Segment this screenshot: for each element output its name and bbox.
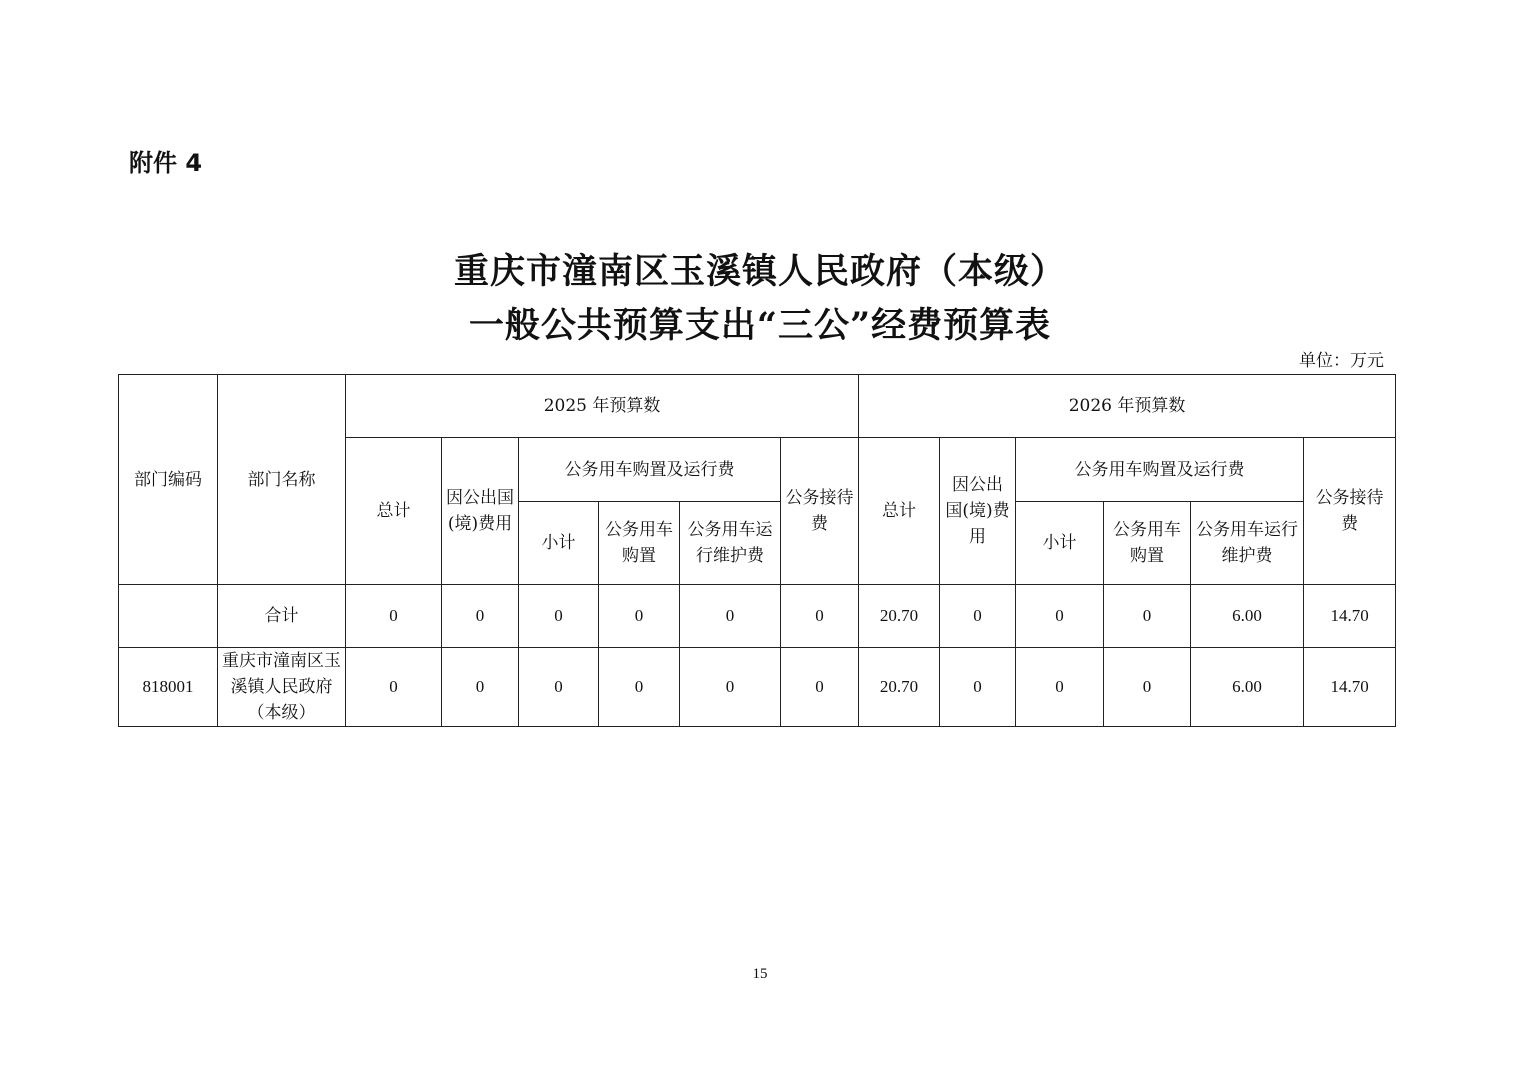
cell-2025-total: 0 — [346, 585, 442, 648]
cell-2026-vehicle-operation: 6.00 — [1191, 648, 1304, 727]
header-overseas-2025: 因公出国(境)费用 — [442, 438, 519, 585]
cell-2026-overseas: 0 — [940, 648, 1016, 727]
cell-2025-subtotal: 0 — [519, 648, 599, 727]
cell-2026-overseas: 0 — [940, 585, 1016, 648]
cell-code — [119, 585, 218, 648]
cell-2026-reception: 14.70 — [1304, 648, 1396, 727]
page-number: 15 — [752, 966, 768, 982]
budget-table — [118, 374, 1396, 727]
cell-2025-vehicle-operation: 0 — [680, 648, 781, 727]
cell-2026-vehicle-purchase: 0 — [1104, 585, 1191, 648]
attachment-label: 附件 4 — [129, 149, 203, 177]
cell-2025-vehicle-purchase: 0 — [599, 648, 680, 727]
header-year-2026: 2026 年预算数 — [859, 375, 1396, 438]
cell-name: 合计 — [218, 585, 346, 648]
header-overseas-2026: 因公出国(境)费用 — [940, 438, 1016, 585]
cell-2025-vehicle-purchase: 0 — [599, 585, 680, 648]
unit-label: 单位：万元 — [1299, 351, 1384, 371]
header-dept-code: 部门编码 — [119, 375, 218, 585]
header-subtotal-2025: 小计 — [519, 502, 599, 585]
header-reception-2026: 公务接待费 — [1304, 438, 1396, 585]
cell-2025-reception: 0 — [781, 585, 859, 648]
cell-2025-reception: 0 — [781, 648, 859, 727]
cell-2025-overseas: 0 — [442, 585, 519, 648]
cell-2026-vehicle-operation: 6.00 — [1191, 585, 1304, 648]
document-title-line1: 重庆市潼南区玉溪镇人民政府（本级） — [453, 251, 1066, 292]
header-vehicle-group-2025: 公务用车购置及运行费 — [519, 438, 781, 502]
header-vehicle-operation-2026: 公务用车运行维护费 — [1191, 502, 1304, 585]
header-reception-2025: 公务接待费 — [781, 438, 859, 585]
header-vehicle-group-2026: 公务用车购置及运行费 — [1016, 438, 1304, 502]
cell-2026-total: 20.70 — [859, 648, 940, 727]
cell-2026-reception: 14.70 — [1304, 585, 1396, 648]
header-year-2025: 2025 年预算数 — [346, 375, 859, 438]
cell-2025-overseas: 0 — [442, 648, 519, 727]
cell-2026-vehicle-purchase: 0 — [1104, 648, 1191, 727]
cell-2025-vehicle-operation: 0 — [680, 585, 781, 648]
header-vehicle-operation-2025: 公务用车运行维护费 — [680, 502, 781, 585]
header-subtotal-2026: 小计 — [1016, 502, 1104, 585]
cell-2026-total: 20.70 — [859, 585, 940, 648]
header-total-2025: 总计 — [346, 438, 442, 585]
cell-2026-subtotal: 0 — [1016, 585, 1104, 648]
cell-code: 818001 — [119, 648, 218, 727]
cell-2025-subtotal: 0 — [519, 585, 599, 648]
header-vehicle-purchase-2025: 公务用车购置 — [599, 502, 680, 585]
header-dept-name: 部门名称 — [218, 375, 346, 585]
header-vehicle-purchase-2026: 公务用车购置 — [1104, 502, 1191, 585]
table-row-total — [119, 585, 1396, 648]
cell-2026-subtotal: 0 — [1016, 648, 1104, 727]
document-title-line2: 一般公共预算支出“三公”经费预算表 — [468, 305, 1052, 346]
cell-name: 重庆市潼南区玉溪镇人民政府（本级） — [218, 648, 346, 727]
header-total-2026: 总计 — [859, 438, 940, 585]
cell-2025-total: 0 — [346, 648, 442, 727]
table-row-dept — [119, 648, 1396, 727]
